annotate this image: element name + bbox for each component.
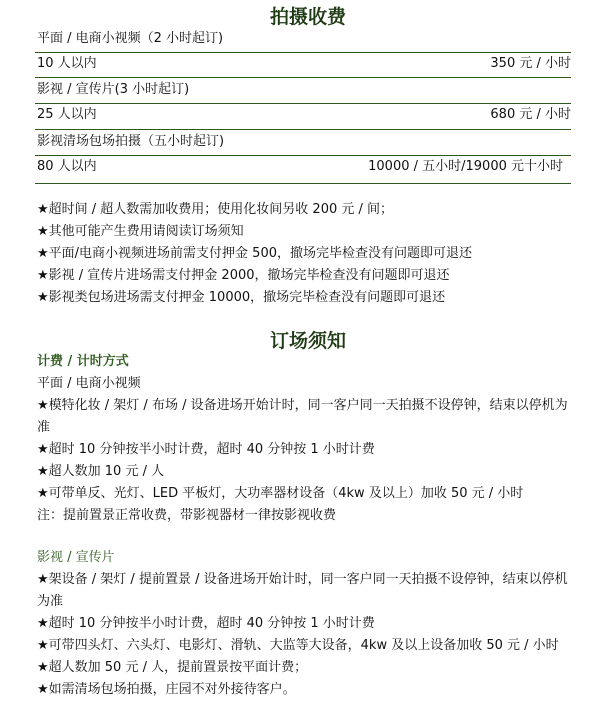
price: 680 元 / 小时 (490, 107, 571, 122)
section-heading: 平面 / 电商小视频（2 小时起订) (37, 31, 224, 46)
divider (35, 129, 571, 130)
group-size: 25 人以内 (37, 107, 97, 122)
pricing-title: 拍摄收费 (269, 6, 346, 28)
price-row (37, 156, 571, 178)
group-size: 80 人以内 (37, 159, 97, 174)
category-label: 平面 / 电商小视频 (37, 376, 141, 391)
rule-item: ★超人数加 10 元 / 人 (37, 464, 165, 479)
rule-item: ★可带四头灯、六头灯、电影灯、滑轨、大监等大设备，4kw 及以上设备加收 50 元 / 小时 (37, 638, 559, 653)
note: ★影视类包场进场需支付押金 10000，撤场完毕检查没有问题即可退还 (37, 290, 446, 305)
note: ★其他可能产生费用请阅读订场须知 (37, 224, 244, 239)
note: ★超时间 / 超人数需加收费用；使用化妆间另收 200 元 / 间； (37, 202, 394, 217)
category-label: 影视 / 宣传片 (37, 550, 115, 565)
rule-item: ★模特化妆 / 架灯 / 布场 / 设备进场开始计时，同一客户同一天拍摄不设停钟，结束以停机为准 (37, 398, 568, 435)
group-size: 10 人以内 (37, 56, 97, 71)
section-heading: 影视清场包场拍摄（五小时起订) (37, 134, 225, 149)
rule-item: ★架设备 / 架灯 / 提前置景 / 设备进场开始计时，同一客户同一天拍摄不设停钟，结束以停机为准 (37, 572, 568, 609)
footnote: 注：提前置景正常收费，带影视器材一律按影视收费 (37, 508, 337, 523)
rule-item: ★超时 10 分钟按半小时计费，超时 40 分钟按 1 小时计费 (37, 442, 375, 457)
price: 350 元 / 小时 (490, 56, 571, 71)
rule-item: ★超时 10 分钟按半小时计费，超时 40 分钟按 1 小时计费 (37, 616, 375, 631)
rule-item: ★可带单反、光灯、LED 平板灯，大功率器材设备（4kw 及以上）加收 50 元 / 小时 (37, 486, 524, 501)
rule-item: ★超人数加 50 元 / 人，提前置景按平面计费； (37, 660, 308, 675)
price-row (37, 104, 571, 126)
note: ★影视 / 宣传片进场需支付押金 2000，撤场完毕检查没有问题即可退还 (37, 268, 450, 283)
section-heading: 影视 / 宣传片(3 小时起订) (37, 82, 190, 97)
billing-heading: 计费 / 计时方式 (37, 354, 129, 369)
rule-item: ★如需清场包场拍摄，庄园不对外接待客户。 (37, 682, 296, 697)
price: 10000 / 五小时/19000 元十小时 (368, 159, 563, 174)
note: ★平面/电商小视频进场前需支付押金 500，撤场完毕检查没有问题即可退还 (37, 246, 472, 261)
booking-title: 订场须知 (269, 330, 346, 352)
divider (35, 77, 571, 78)
divider (35, 183, 571, 184)
price-row (37, 53, 571, 75)
